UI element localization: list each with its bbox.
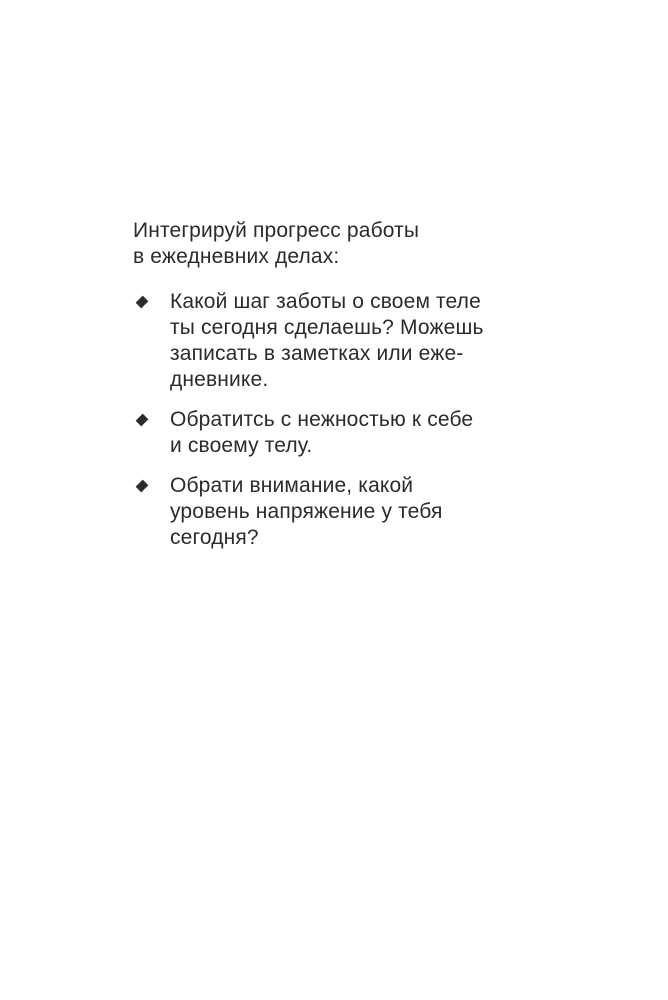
- bullet-item: [133, 407, 553, 459]
- bullet-line: Обрати внимание, какой: [170, 474, 414, 497]
- bullet-line: уровень напряжение у тебя: [170, 500, 443, 523]
- bullet-line: дневнике.: [170, 368, 269, 391]
- intro-line: в ежедневних делах:: [133, 245, 340, 268]
- bullet-line: и своему телу.: [170, 434, 313, 457]
- bullet-item: [133, 473, 553, 551]
- intro-paragraph: [133, 218, 553, 270]
- diamond-bullet-icon: [136, 296, 149, 309]
- bullet-line: Обратитсь с нежностью к себе: [170, 408, 474, 431]
- page-content: [133, 218, 553, 565]
- bullet-item: [133, 289, 553, 393]
- diamond-bullet-icon: [136, 480, 149, 493]
- bullet-line: Какой шаг заботы о своем теле: [170, 290, 481, 313]
- bullet-line: сегодня?: [170, 526, 259, 549]
- bullet-line: записать в заметках или еже-: [170, 342, 464, 365]
- bullet-line: ты сегодня сделаешь? Можешь: [170, 316, 484, 339]
- intro-line: Интегрируй прогресс работы: [133, 219, 420, 242]
- diamond-bullet-icon: [136, 414, 149, 427]
- bullet-list: [133, 289, 553, 551]
